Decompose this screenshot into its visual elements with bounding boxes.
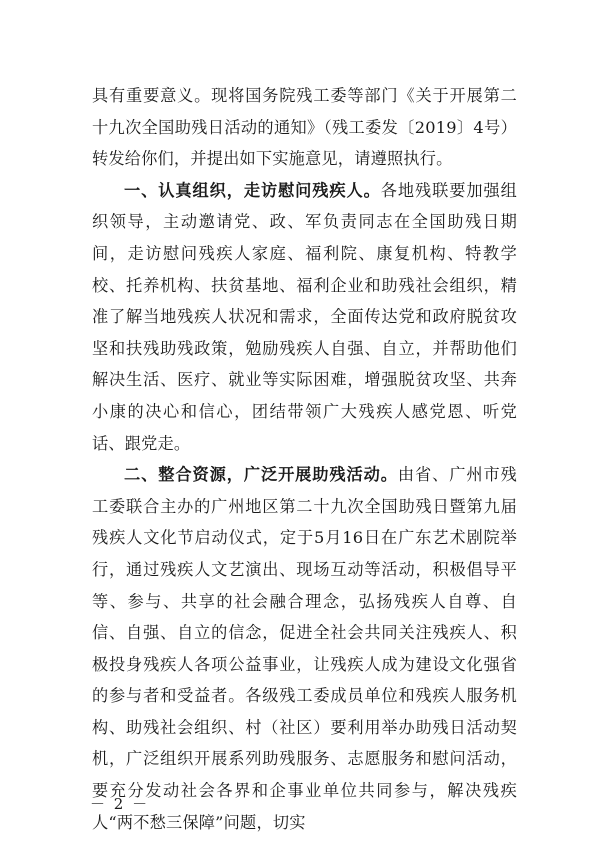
paragraph-section-2 [92,459,517,838]
paragraph-intro: 具有重要意义。现将国务院残工委等部门《关于开展第二十九次全国助残日活动的通知》（残工委发〔2019〕4号）转发给你们，并提出如下实施意见，请遵照执行。 [92,86,517,169]
body-text [92,80,517,838]
page-number: － 2 － [90,795,150,813]
section-2-heading: 二、整合资源，广泛开展助残活动。 [124,465,398,485]
paragraph-section-1 [92,175,517,459]
section-1-body: 各地残联要加强组织领导，主动邀请党、政、军负责同志在全国助残日期间，走访慰问残疾人家庭、福利院、康复机构、特教学校、托养机构、扶贫基地、福利企业和助残社会组织，精准了解当地残疾人状况和需求，全面传达党和政府脱贫攻坚和扶残助残政策，勉励残疾人自强、自立，并帮助他们解决生活、医疗、就业等实际困难，增强脱贫攻坚、共奔小康的决心和信心，团结带领广大残疾人感党恩、听党话、跟党走。 [92,180,517,453]
section-2-body: 由省、广州市残工委联合主办的广州地区第二十九次全国助残日暨第九届残疾人文化节启动仪式，定于5月16日在广东艺术剧院举行，通过残疾人文艺演出、现场互动等活动，积极倡导平等、参与、共享的社会融合理念，弘扬残疾人自尊、自信、自强、自立的信念，促进全社会共同关注残疾人、积极投身残疾人各项公益事业，让残疾人成为建设文化强省的参与者和受益者。各级残工委成员单位和残疾人服务机构、助残社会组织、村（社区）要利用举办助残日活动契机，广泛组织开展系列助残服务、志愿服务和慰问活动，要充分发动社会各界和企事业单位共同参与，解决残疾人“两不愁三保障”问题，切实 [92,465,518,832]
section-1-heading: 一、认真组织，走访慰问残疾人。 [124,180,381,200]
